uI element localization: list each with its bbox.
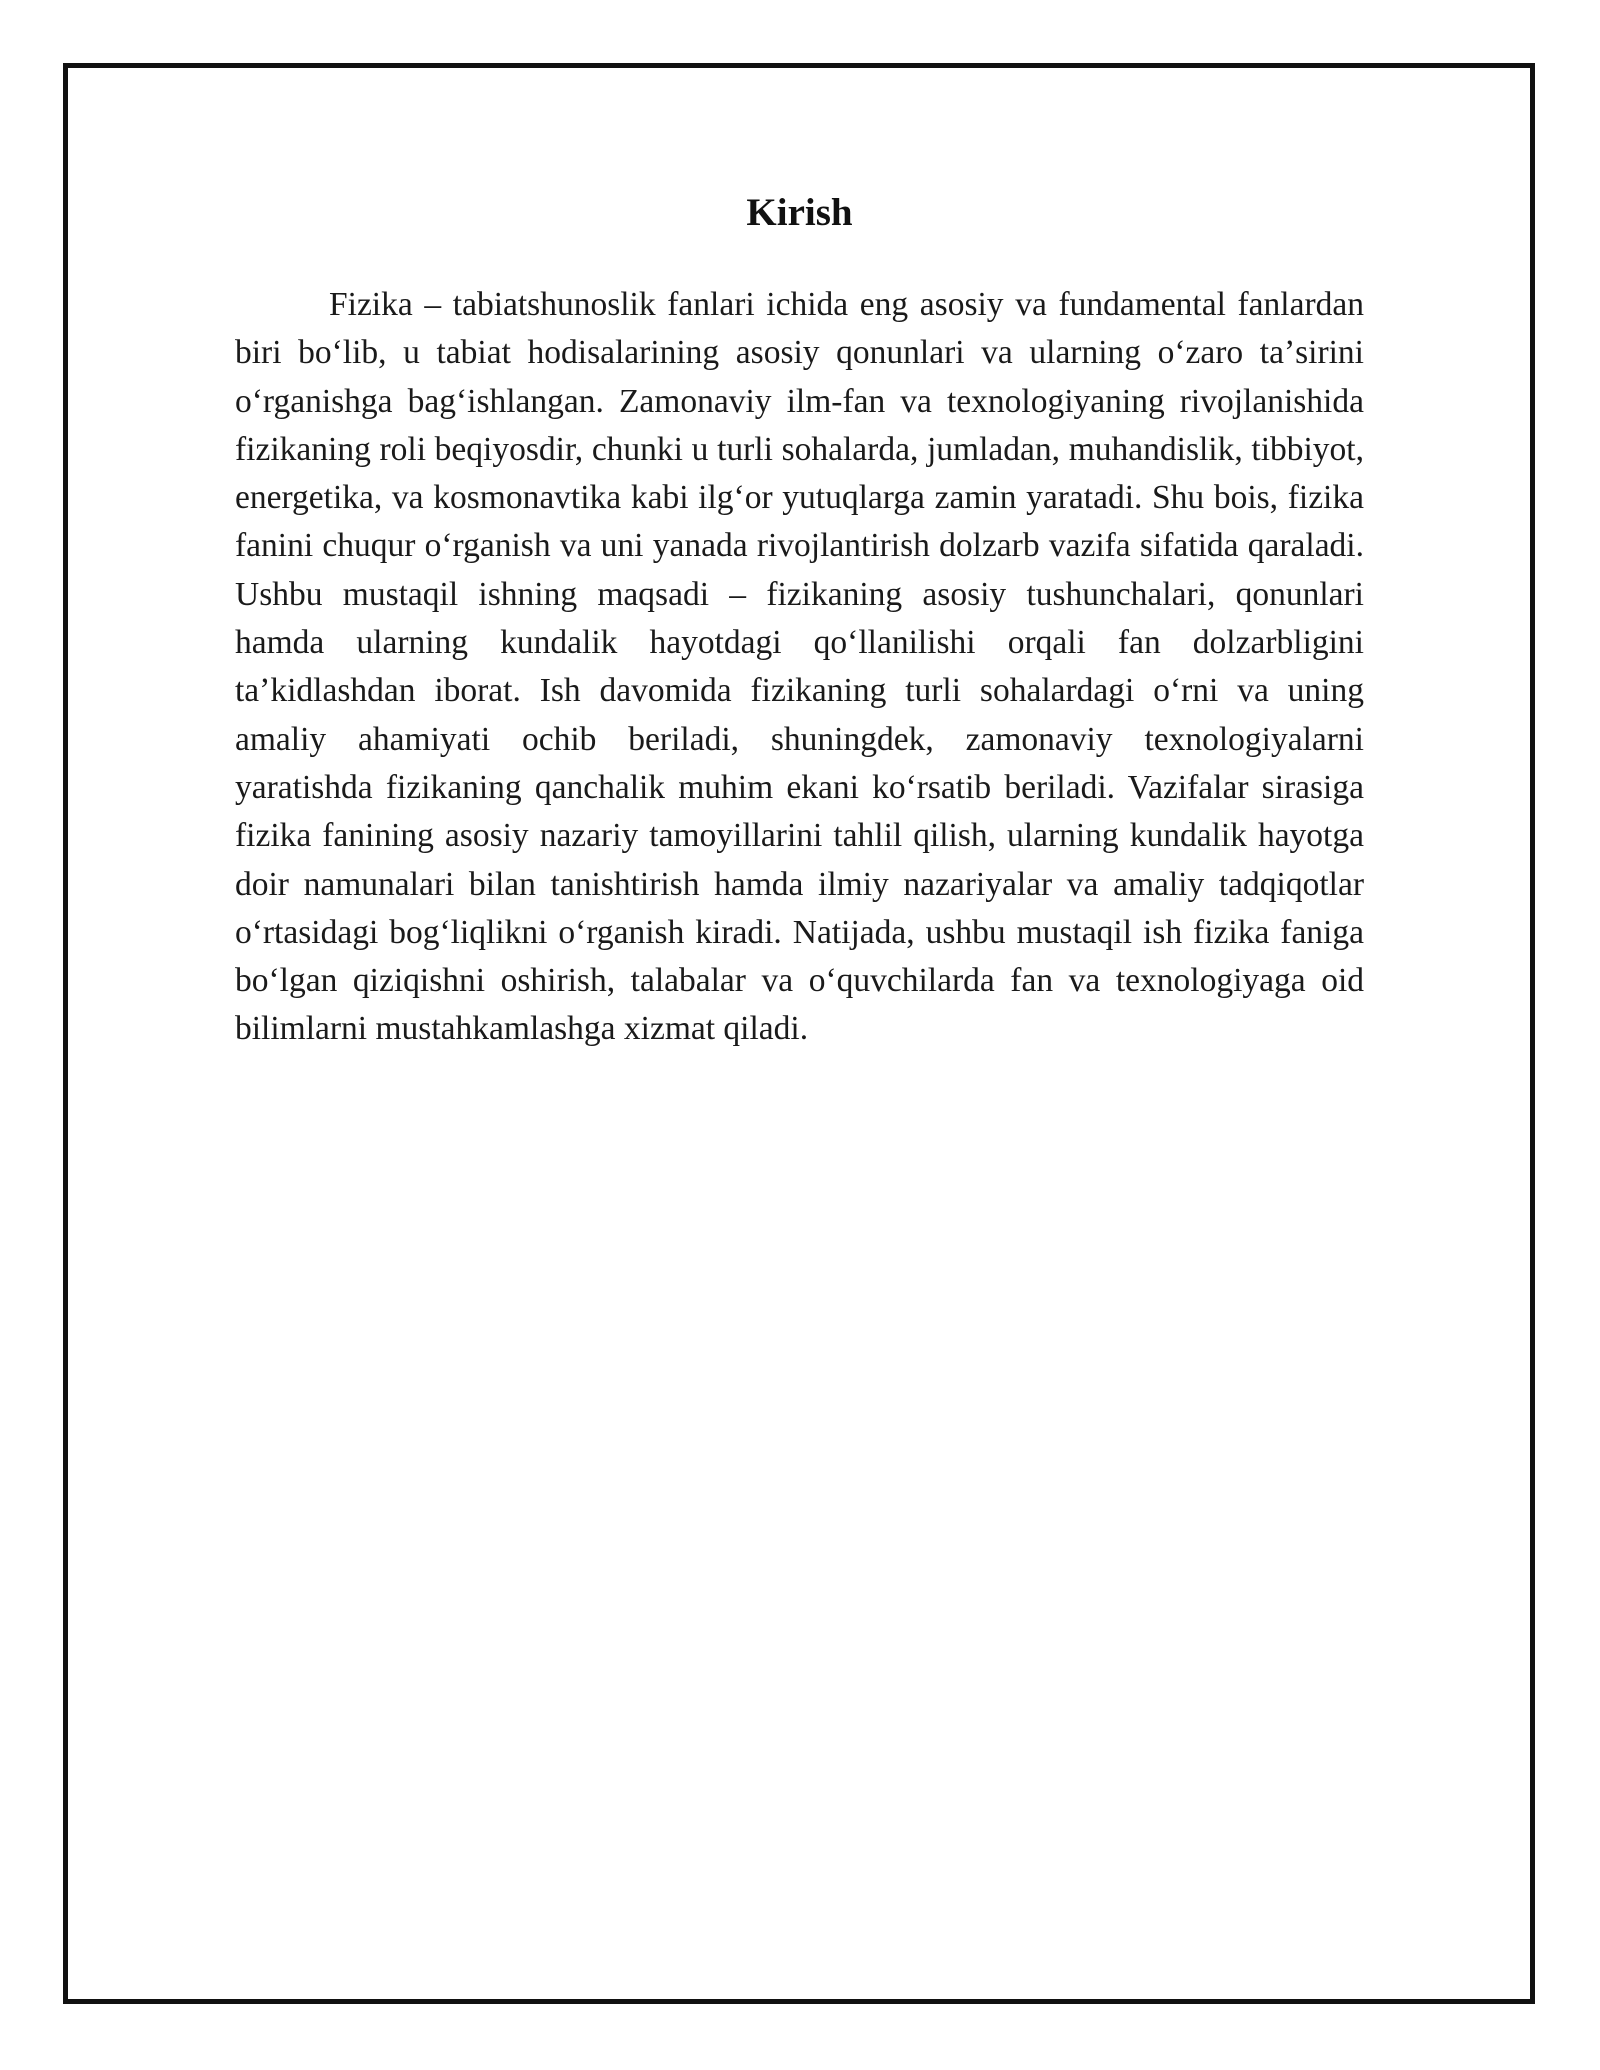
body-paragraph: Fizika – tabiatshunoslik fanlari ichida eng asosiy va fundamental fanlardan biri boʻlib, u tabiat hodisalarining asosiy qonunlari va ularning oʻzaro taʼsirini oʻrganishga bagʻishlangan. Zamonaviy ilm-fan va texnologiyaning rivojlanishida fizikaning roli beqiyosdir, chunki u turli sohalarda, jumladan, muhandislik, tibbiyot, energetika, va kosmonavtika kabi ilgʻor yutuqlarga zamin yaratadi. Shu bois, fizika fanini chuqur oʻrganish va uni yanada rivojlantirish dolzarb vazifa sifatida qaraladi. Ushbu mustaqil ishning maqsadi – fizikaning asosiy tushunchalari, qonunlari hamda ularning kundalik hayotdagi qoʻllanilishi orqali fan dolzarbligini taʼkidlashdan iborat. Ish davomida fizikaning turli sohalardagi oʻrni va uning amaliy ahamiyati ochib beriladi, shuningdek, zamonaviy texnologiyalarni yaratishda fizikaning qanchalik muhim ekani koʻrsatib beriladi. Vazifalar sirasiga fizika fanining asosiy nazariy tamoyillarini tahlil qilish, ularning kundalik hayotga doir namunalari bilan tanishtirish hamda ilmiy nazariyalar va amaliy tadqiqotlar oʻrtasidagi bogʻliqlikni oʻrganish kiradi. Natijada, ushbu mustaqil ish fizika faniga boʻlgan qiziqishni oshirish, talabalar va oʻquvchilarda fan va texnologiyaga oid bilimlarni mustahkamlashga xizmat qiladi. — [235, 286, 1364, 1048]
document-body — [235, 185, 1364, 1054]
page-title: Kirish — [746, 191, 853, 234]
